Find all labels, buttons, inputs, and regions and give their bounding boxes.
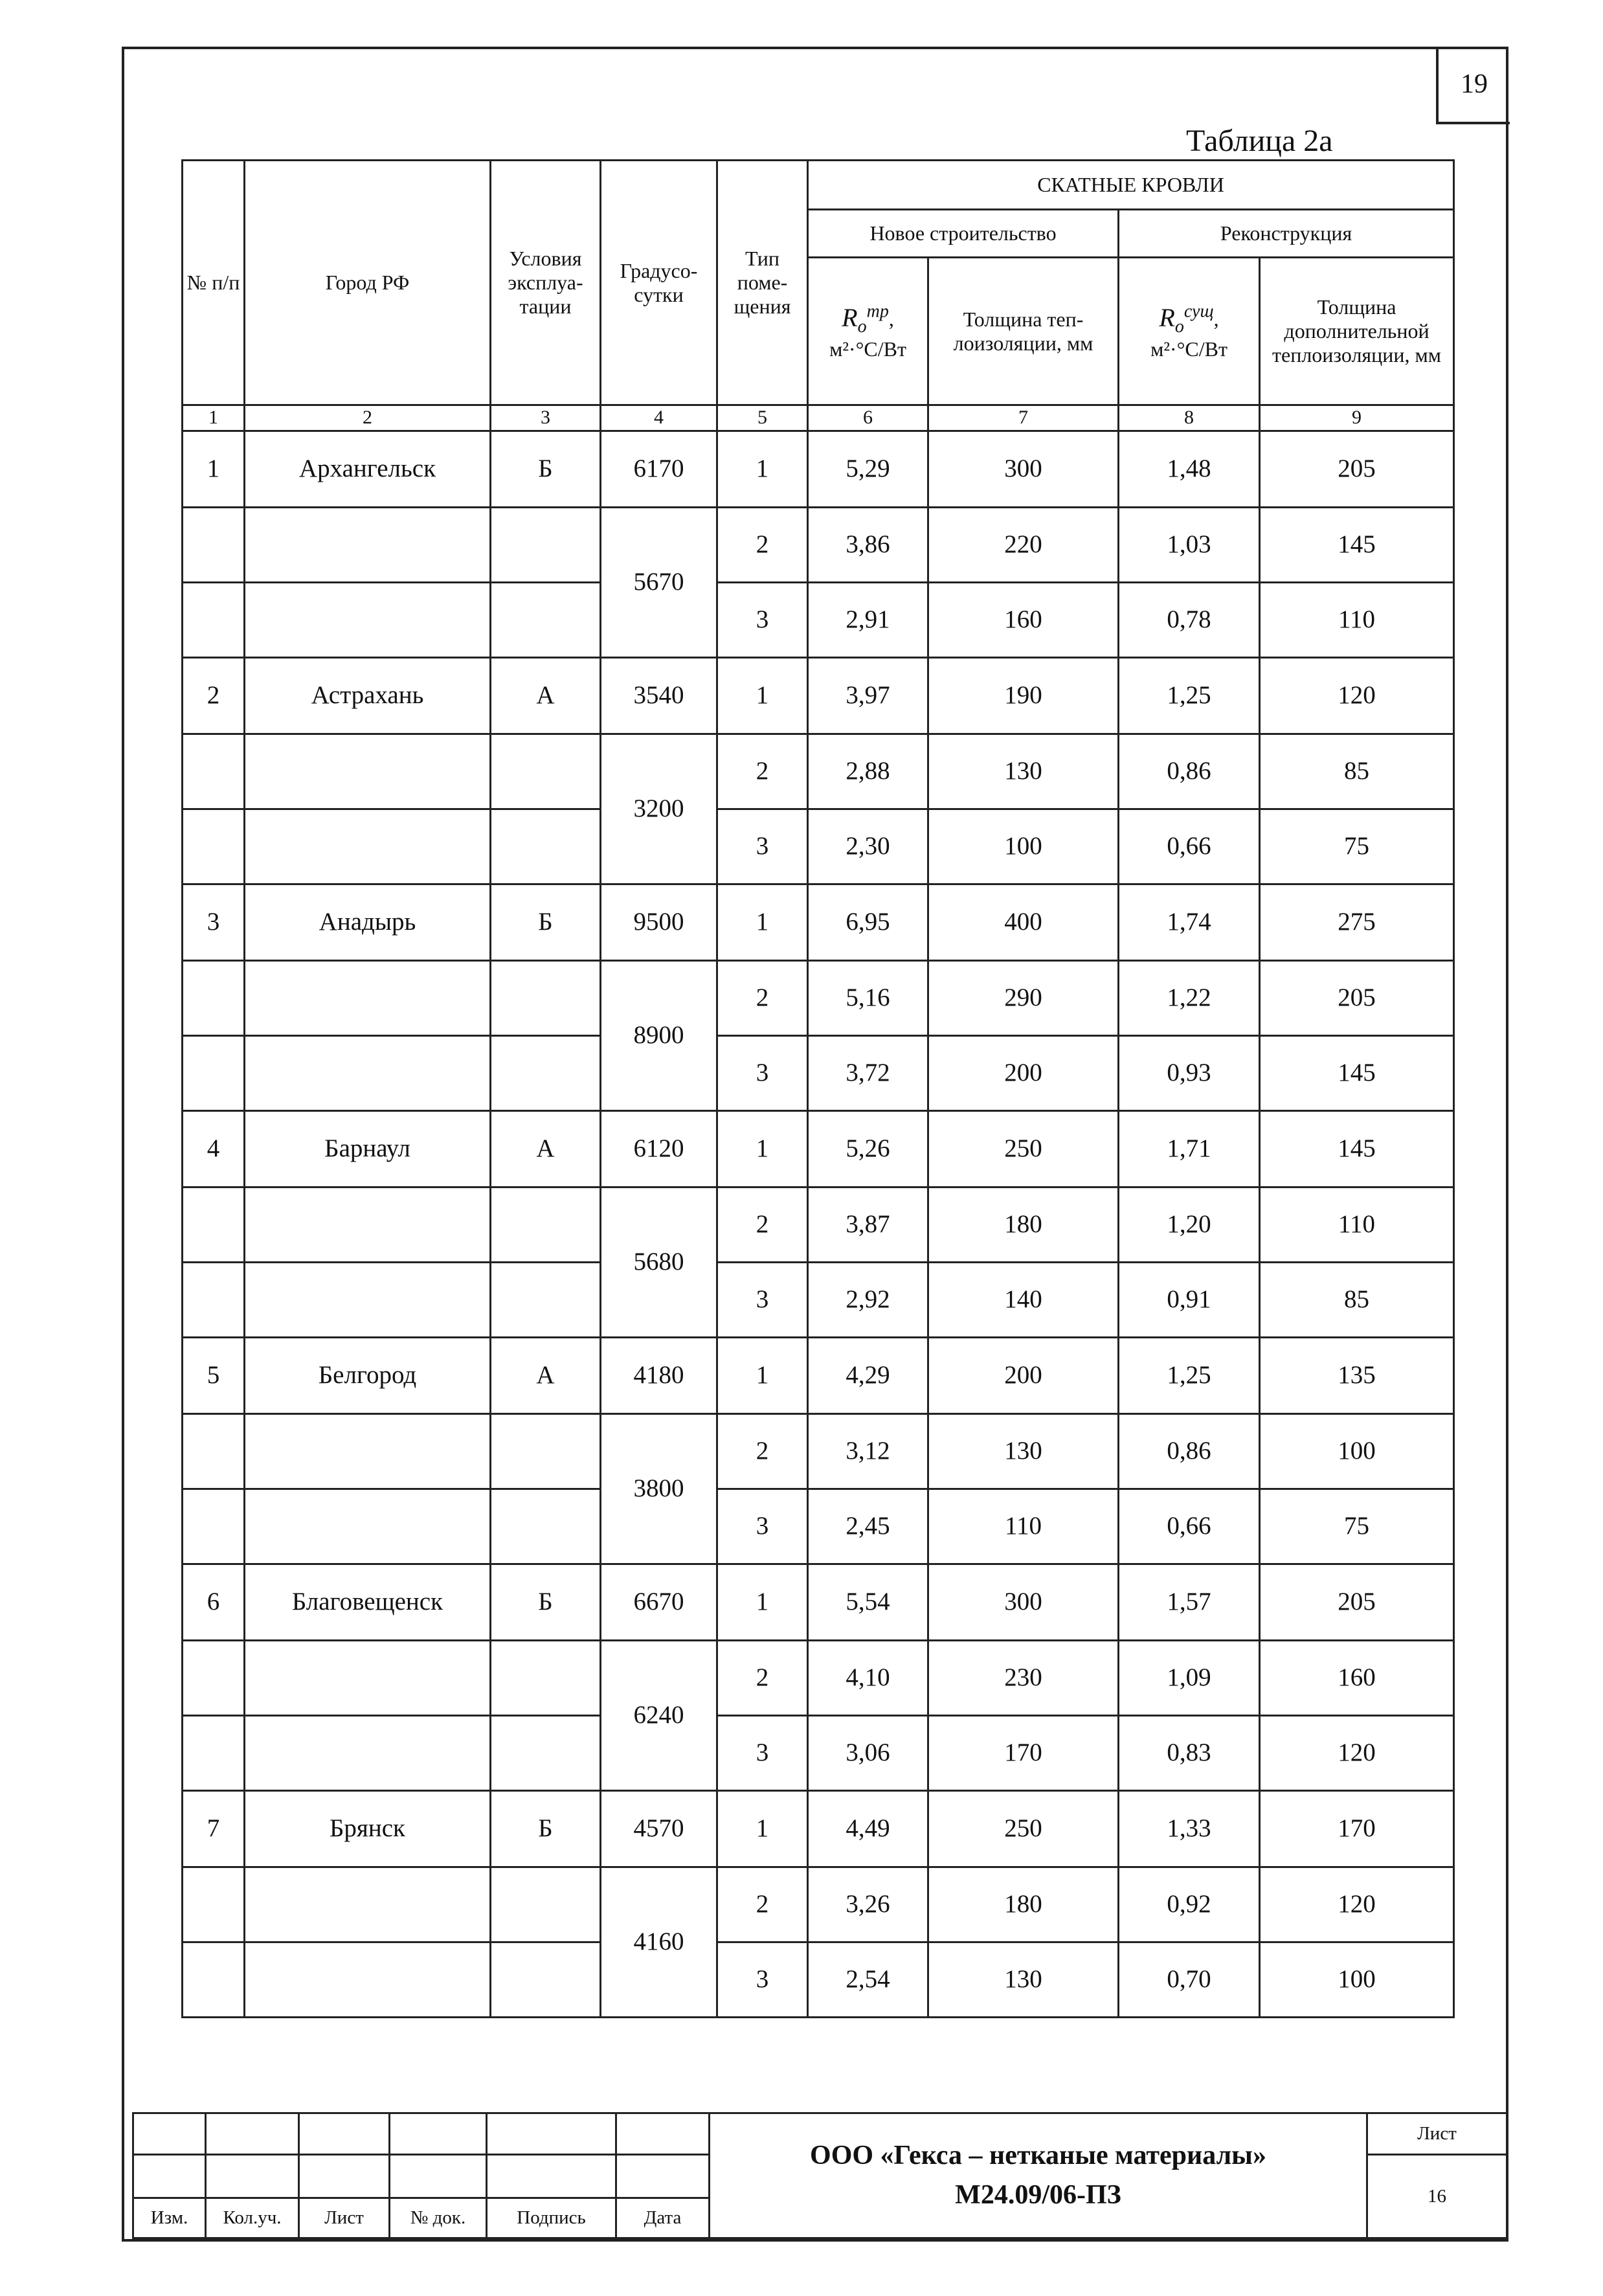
r-required-value: 2,30 (808, 809, 928, 884)
r-required-value: 4,10 (808, 1641, 928, 1716)
stamp-organization (710, 2113, 1367, 2238)
room-type: 2 (717, 508, 808, 583)
table-row (183, 1489, 1454, 1564)
column-number: 9 (1260, 405, 1454, 431)
insulation-thickness: 100 (928, 809, 1119, 884)
room-type: 2 (717, 961, 808, 1036)
stamp-cell (616, 2113, 710, 2155)
empty-cell (183, 1641, 245, 1716)
empty-cell (183, 1489, 245, 1564)
room-type: 2 (717, 1414, 808, 1489)
document-code: М24.09/06-ПЗ (955, 2180, 1121, 2210)
table-row (183, 1641, 1454, 1716)
r-existing-value: 0,86 (1119, 1414, 1260, 1489)
column-number: 8 (1119, 405, 1260, 431)
city-name: Благовещенск (245, 1564, 491, 1641)
operating-conditions: А (491, 1111, 601, 1187)
row-number: 7 (183, 1791, 245, 1867)
room-type: 3 (717, 1036, 808, 1111)
r-required-value: 4,29 (808, 1338, 928, 1414)
r-existing-value: 0,83 (1119, 1716, 1260, 1791)
stamp-cell (390, 2155, 487, 2198)
empty-cell (183, 1414, 245, 1489)
r-required-value: 2,45 (808, 1489, 928, 1564)
degree-days: 9500 (601, 884, 717, 961)
r-required-symbol: $R_о^{тр}$ (842, 301, 889, 337)
header-r-existing: $R_о^{сущ}$, м²·°С/Вт (1119, 258, 1260, 405)
degree-days: 4570 (601, 1791, 717, 1867)
insulation-thickness: 140 (928, 1263, 1119, 1338)
column-number: 5 (717, 405, 808, 431)
empty-cell (491, 1263, 601, 1338)
insulation-thickness: 130 (928, 1942, 1119, 2018)
r-existing-value: 0,78 (1119, 583, 1260, 658)
r-existing-value: 0,66 (1119, 1489, 1260, 1564)
r-existing-value: 1,09 (1119, 1641, 1260, 1716)
room-type: 1 (717, 1564, 808, 1641)
table-row (183, 1036, 1454, 1111)
r-existing-value: 1,57 (1119, 1564, 1260, 1641)
empty-cell (491, 1867, 601, 1942)
room-type: 3 (717, 1942, 808, 2018)
extra-insulation: 120 (1260, 658, 1454, 734)
extra-insulation: 75 (1260, 809, 1454, 884)
stamp-cell (487, 2113, 616, 2155)
r-existing-value: 0,66 (1119, 809, 1260, 884)
r-required-value: 5,26 (808, 1111, 928, 1187)
room-type: 1 (717, 884, 808, 961)
city-name: Барнаул (245, 1111, 491, 1187)
row-number: 1 (183, 431, 245, 508)
table-row (183, 1942, 1454, 2018)
degree-days: 3200 (601, 734, 717, 884)
empty-cell (245, 583, 491, 658)
table-row (183, 1263, 1454, 1338)
empty-cell (245, 1867, 491, 1942)
operating-conditions: А (491, 1338, 601, 1414)
room-type: 1 (717, 1791, 808, 1867)
empty-cell (183, 1716, 245, 1791)
room-type: 1 (717, 1338, 808, 1414)
table-row (183, 1716, 1454, 1791)
room-type: 3 (717, 1263, 808, 1338)
room-type: 3 (717, 1489, 808, 1564)
r-required-value: 3,12 (808, 1414, 928, 1489)
r-required-value: 3,87 (808, 1187, 928, 1263)
insulation-thickness: 130 (928, 734, 1119, 809)
insulation-thickness: 300 (928, 431, 1119, 508)
insulation-thickness: 180 (928, 1187, 1119, 1263)
empty-cell (245, 1414, 491, 1489)
stamp-label: № док. (390, 2198, 487, 2238)
empty-cell (183, 1036, 245, 1111)
extra-insulation: 135 (1260, 1338, 1454, 1414)
r-required-unit: м²·°С/Вт (829, 337, 906, 361)
degree-days: 4160 (601, 1867, 717, 2018)
insulation-thickness: 230 (928, 1641, 1119, 1716)
column-number: 7 (928, 405, 1119, 431)
empty-cell (491, 734, 601, 809)
r-existing-value: 0,92 (1119, 1867, 1260, 1942)
empty-cell (183, 734, 245, 809)
r-required-value: 3,72 (808, 1036, 928, 1111)
insulation-thickness: 200 (928, 1036, 1119, 1111)
extra-insulation: 145 (1260, 1111, 1454, 1187)
empty-cell (491, 1489, 601, 1564)
stamp-label: Подпись (487, 2198, 616, 2238)
sheet-number: 16 (1367, 2155, 1507, 2238)
column-number: 6 (808, 405, 928, 431)
stamp-cell (133, 2155, 206, 2198)
empty-cell (183, 1867, 245, 1942)
header-insulation-thickness: Толщина теп-лоизоляции, мм (928, 258, 1119, 405)
stamp-label: Кол.уч. (206, 2198, 299, 2238)
table-row (183, 508, 1454, 583)
insulation-thickness: 180 (928, 1867, 1119, 1942)
table-row (183, 658, 1454, 734)
r-existing-value: 1,71 (1119, 1111, 1260, 1187)
extra-insulation: 205 (1260, 431, 1454, 508)
row-number: 5 (183, 1338, 245, 1414)
table-row (183, 884, 1454, 961)
table-row (183, 961, 1454, 1036)
stamp-cell (206, 2155, 299, 2198)
room-type: 1 (717, 658, 808, 734)
city-name: Белгород (245, 1338, 491, 1414)
city-name: Брянск (245, 1791, 491, 1867)
extra-insulation: 120 (1260, 1716, 1454, 1791)
room-type: 3 (717, 809, 808, 884)
degree-days: 6120 (601, 1111, 717, 1187)
header-conditions: Условия эксплуа-тации (491, 161, 601, 405)
room-type: 2 (717, 1187, 808, 1263)
header-degree-days: Градусо-сутки (601, 161, 717, 405)
insulation-thickness: 400 (928, 884, 1119, 961)
r-required-value: 2,91 (808, 583, 928, 658)
operating-conditions: Б (491, 1564, 601, 1641)
title-block (132, 2112, 1508, 2239)
r-required-value: 2,92 (808, 1263, 928, 1338)
empty-cell (183, 809, 245, 884)
extra-insulation: 275 (1260, 884, 1454, 961)
r-existing-symbol: $R_о^{сущ}$ (1159, 301, 1214, 337)
empty-cell (491, 1187, 601, 1263)
table-row (183, 1338, 1454, 1414)
room-type: 1 (717, 1111, 808, 1187)
r-existing-value: 1,74 (1119, 884, 1260, 961)
stamp-label: Изм. (133, 2198, 206, 2238)
r-existing-value: 1,33 (1119, 1791, 1260, 1867)
empty-cell (183, 1187, 245, 1263)
column-number: 2 (245, 405, 491, 431)
header-reconstruction: Реконструкция (1119, 210, 1454, 258)
table-row (183, 734, 1454, 809)
empty-cell (183, 1942, 245, 2018)
row-number: 6 (183, 1564, 245, 1641)
header-new-build: Новое строительство (808, 210, 1119, 258)
city-name: Архангельск (245, 431, 491, 508)
extra-insulation: 145 (1260, 508, 1454, 583)
r-required-value: 3,26 (808, 1867, 928, 1942)
room-type: 2 (717, 1867, 808, 1942)
empty-cell (245, 961, 491, 1036)
header-pitched-roofs: СКАТНЫЕ КРОВЛИ (808, 161, 1454, 210)
room-type: 1 (717, 431, 808, 508)
header-number: № п/п (183, 161, 245, 405)
insulation-thickness: 160 (928, 583, 1119, 658)
header-extra-insulation: Толщина дополнительной теплоизоляции, мм (1260, 258, 1454, 405)
row-number: 3 (183, 884, 245, 961)
r-existing-value: 0,91 (1119, 1263, 1260, 1338)
empty-cell (245, 1716, 491, 1791)
insulation-thickness: 220 (928, 508, 1119, 583)
table-caption: Таблица 2а (1186, 124, 1333, 158)
sheet-label: Лист (1367, 2113, 1507, 2155)
r-required-value: 5,29 (808, 431, 928, 508)
r-existing-value: 0,93 (1119, 1036, 1260, 1111)
stamp-cell (616, 2155, 710, 2198)
r-existing-unit: м²·°С/Вт (1150, 337, 1227, 361)
empty-cell (183, 508, 245, 583)
r-required-value: 5,54 (808, 1564, 928, 1641)
stamp-cell (299, 2113, 390, 2155)
insulation-thickness: 110 (928, 1489, 1119, 1564)
extra-insulation: 205 (1260, 961, 1454, 1036)
empty-cell (183, 583, 245, 658)
r-existing-value: 1,25 (1119, 658, 1260, 734)
column-number: 4 (601, 405, 717, 431)
degree-days: 8900 (601, 961, 717, 1111)
column-number: 3 (491, 405, 601, 431)
stamp-cell (487, 2155, 616, 2198)
empty-cell (491, 508, 601, 583)
r-existing-value: 0,86 (1119, 734, 1260, 809)
r-required-value: 3,97 (808, 658, 928, 734)
r-required-value: 4,49 (808, 1791, 928, 1867)
room-type: 2 (717, 1641, 808, 1716)
extra-insulation: 85 (1260, 734, 1454, 809)
operating-conditions: А (491, 658, 601, 734)
empty-cell (245, 734, 491, 809)
header-city: Город РФ (245, 161, 491, 405)
r-required-value: 2,54 (808, 1942, 928, 2018)
extra-insulation: 100 (1260, 1942, 1454, 2018)
r-existing-value: 1,20 (1119, 1187, 1260, 1263)
table-row (183, 1187, 1454, 1263)
insulation-thickness: 190 (928, 658, 1119, 734)
operating-conditions: Б (491, 884, 601, 961)
insulation-thickness: 250 (928, 1791, 1119, 1867)
r-existing-value: 0,70 (1119, 1942, 1260, 2018)
extra-insulation: 85 (1260, 1263, 1454, 1338)
operating-conditions: Б (491, 1791, 601, 1867)
r-required-value: 3,86 (808, 508, 928, 583)
empty-cell (491, 961, 601, 1036)
empty-cell (491, 809, 601, 884)
degree-days: 6170 (601, 431, 717, 508)
r-existing-value: 1,25 (1119, 1338, 1260, 1414)
insulation-thickness: 200 (928, 1338, 1119, 1414)
city-name: Анадырь (245, 884, 491, 961)
table-row (183, 431, 1454, 508)
r-required-value: 6,95 (808, 884, 928, 961)
table-row (183, 809, 1454, 884)
extra-insulation: 75 (1260, 1489, 1454, 1564)
degree-days: 4180 (601, 1338, 717, 1414)
city-name: Астрахань (245, 658, 491, 734)
stamp-label: Лист (299, 2198, 390, 2238)
empty-cell (245, 1489, 491, 1564)
empty-cell (245, 508, 491, 583)
extra-insulation: 205 (1260, 1564, 1454, 1641)
extra-insulation: 110 (1260, 1187, 1454, 1263)
row-number: 4 (183, 1111, 245, 1187)
room-type: 2 (717, 734, 808, 809)
insulation-thickness: 170 (928, 1716, 1119, 1791)
r-existing-value: 1,22 (1119, 961, 1260, 1036)
room-type: 3 (717, 1716, 808, 1791)
empty-cell (245, 1187, 491, 1263)
empty-cell (245, 809, 491, 884)
table-row (183, 1564, 1454, 1641)
organization-name: ООО «Гекса – нетканые материалы» (810, 2141, 1266, 2171)
empty-cell (245, 1036, 491, 1111)
table-row (183, 1111, 1454, 1187)
r-existing-value: 1,48 (1119, 431, 1260, 508)
extra-insulation: 100 (1260, 1414, 1454, 1489)
empty-cell (245, 1641, 491, 1716)
extra-insulation: 120 (1260, 1867, 1454, 1942)
insulation-table (181, 159, 1455, 2018)
degree-days: 3540 (601, 658, 717, 734)
header-r-required: $R_о^{тр}$, м²·°С/Вт (808, 258, 928, 405)
stamp-cell (133, 2113, 206, 2155)
insulation-thickness: 290 (928, 961, 1119, 1036)
column-numbers-row (183, 405, 1454, 431)
stamp-label: Дата (616, 2198, 710, 2238)
extra-insulation: 160 (1260, 1641, 1454, 1716)
degree-days: 6670 (601, 1564, 717, 1641)
table-row (183, 583, 1454, 658)
empty-cell (491, 1414, 601, 1489)
column-number: 1 (183, 405, 245, 431)
extra-insulation: 110 (1260, 583, 1454, 658)
empty-cell (491, 1716, 601, 1791)
table-row (183, 1867, 1454, 1942)
insulation-thickness: 250 (928, 1111, 1119, 1187)
header-room-type: Тип поме-щения (717, 161, 808, 405)
empty-cell (183, 1263, 245, 1338)
empty-cell (491, 583, 601, 658)
room-type: 3 (717, 583, 808, 658)
empty-cell (491, 1641, 601, 1716)
degree-days: 5680 (601, 1187, 717, 1338)
empty-cell (491, 1036, 601, 1111)
r-required-value: 5,16 (808, 961, 928, 1036)
empty-cell (491, 1942, 601, 2018)
insulation-thickness: 130 (928, 1414, 1119, 1489)
table-row (183, 1791, 1454, 1867)
page-number: 19 (1436, 47, 1510, 124)
row-number: 2 (183, 658, 245, 734)
r-required-value: 3,06 (808, 1716, 928, 1791)
extra-insulation: 145 (1260, 1036, 1454, 1111)
r-required-value: 2,88 (808, 734, 928, 809)
stamp-cell (299, 2155, 390, 2198)
degree-days: 6240 (601, 1641, 717, 1791)
empty-cell (183, 961, 245, 1036)
degree-days: 3800 (601, 1414, 717, 1564)
insulation-thickness: 300 (928, 1564, 1119, 1641)
r-existing-value: 1,03 (1119, 508, 1260, 583)
table-row (183, 1414, 1454, 1489)
empty-cell (245, 1942, 491, 2018)
stamp-cell (206, 2113, 299, 2155)
empty-cell (245, 1263, 491, 1338)
extra-insulation: 170 (1260, 1791, 1454, 1867)
stamp-cell (390, 2113, 487, 2155)
degree-days: 5670 (601, 508, 717, 658)
operating-conditions: Б (491, 431, 601, 508)
